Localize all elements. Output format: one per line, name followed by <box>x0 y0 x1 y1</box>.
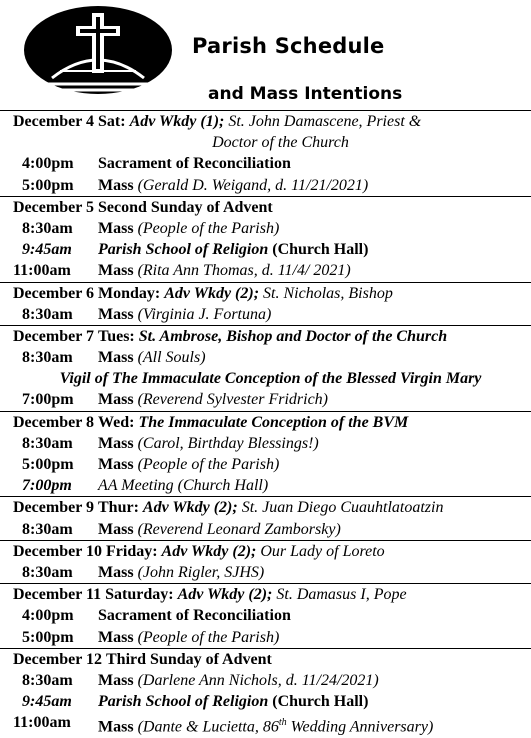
feast-saint: Our Lady of Loreto <box>260 542 385 560</box>
event-text <box>98 475 268 496</box>
day-label: Third Sunday of Advent <box>106 650 272 668</box>
day-label: Monday: <box>98 284 161 302</box>
feast-rank: St. Ambrose, Bishop and Doctor of the Church <box>138 327 448 345</box>
day-date: December 11 <box>13 586 102 604</box>
event-time: 7:00pm <box>22 477 72 495</box>
event-title: AA Meeting (Church Hall) <box>98 477 269 495</box>
event-row <box>0 475 531 496</box>
event-row <box>0 218 531 239</box>
event-text <box>98 389 328 410</box>
day-label: Sat: <box>98 113 126 130</box>
event-text <box>98 605 291 626</box>
day-date: December 10 <box>13 542 102 560</box>
event-title: Mass <box>98 176 134 194</box>
day-block <box>0 325 531 411</box>
event-text <box>98 218 279 239</box>
event-intention-end: Wedding Anniversary) <box>286 718 434 736</box>
event-row <box>0 433 531 454</box>
day-block <box>0 110 531 196</box>
event-row <box>0 260 531 281</box>
event-superscript: th <box>278 717 287 729</box>
event-text <box>98 260 351 281</box>
event-time: 8:30am <box>22 434 73 452</box>
event-intention: (Reverend Sylvester Fridrich) <box>137 391 328 409</box>
event-title: Mass <box>98 305 134 323</box>
feast-rank: Adv Wkdy (2); <box>142 499 238 517</box>
event-intention: (People of the Parish) <box>137 219 280 237</box>
event-row <box>0 519 531 540</box>
day-header <box>0 649 531 670</box>
event-title: Mass <box>98 520 134 538</box>
event-row <box>0 389 531 410</box>
event-time: 9:45am <box>22 693 72 711</box>
day-header <box>0 584 531 605</box>
event-row <box>0 454 531 475</box>
event-text <box>98 347 206 368</box>
feast-rank: The Immaculate Conception of the BVM <box>138 413 409 431</box>
event-row <box>0 239 531 260</box>
event-title: Mass <box>98 628 134 646</box>
day-date: December 5 <box>13 198 94 216</box>
event-title: Parish School of Religion <box>98 241 269 259</box>
event-text <box>98 153 291 174</box>
event-time: 8:30am <box>22 671 73 689</box>
event-time: 4:00pm <box>22 607 74 625</box>
day-header <box>0 111 531 132</box>
event-text <box>98 712 433 738</box>
event-time: 8:30am <box>22 349 73 367</box>
event-text <box>98 175 368 196</box>
event-intention: (People of the Parish) <box>137 628 280 646</box>
day-block <box>0 282 531 325</box>
day-block <box>0 196 531 282</box>
event-time: 11:00am <box>13 714 71 732</box>
event-row <box>0 562 531 583</box>
event-title: Sacrament of Reconciliation <box>98 155 291 173</box>
event-title: Parish School of Religion <box>98 693 269 711</box>
day-label: Second Sunday of Advent <box>98 198 273 216</box>
feast-saint: St. Damasus I, Pope <box>276 586 407 604</box>
event-title: Sacrament of Reconciliation <box>98 607 291 625</box>
day-date: December 8 <box>13 413 94 431</box>
event-title: Mass <box>98 219 134 237</box>
event-title: Mass <box>98 671 134 689</box>
page-subtitle: and Mass Intentions <box>208 84 403 104</box>
event-intention: (Rita Ann Thomas, d. 11/4/ 2021) <box>137 262 351 280</box>
day-block <box>0 648 531 734</box>
event-row <box>0 670 531 691</box>
event-text <box>98 691 368 712</box>
day-label: Friday: <box>106 542 158 560</box>
event-intention: (John Rigler, SJHS) <box>137 563 265 581</box>
day-header <box>0 283 531 304</box>
church-cross-logo <box>22 4 174 96</box>
event-location: (Church Hall) <box>272 693 369 711</box>
event-title: Mass <box>98 391 134 409</box>
day-label: Tues: <box>98 327 135 345</box>
vigil-title: Vigil of The Immaculate Conception of the Blessed Virgin Mary <box>59 370 482 388</box>
feast-rank: Adv Wkdy (2); <box>164 284 260 302</box>
event-row <box>0 347 531 368</box>
day-header <box>0 497 531 518</box>
event-time: 9:45am <box>22 241 72 259</box>
event-intention: (Virginia J. Fortuna) <box>137 305 272 323</box>
event-time: 4:00pm <box>22 155 74 173</box>
event-text <box>98 562 264 583</box>
event-time: 7:00pm <box>22 391 74 409</box>
feast-saint: St. Nicholas, Bishop <box>263 284 393 302</box>
event-time: 11:00am <box>13 262 71 280</box>
day-date: December 7 <box>13 327 94 345</box>
day-block <box>0 411 531 497</box>
feast-rank: Adv Wkdy (1); <box>129 113 225 130</box>
event-row <box>0 304 531 325</box>
event-row <box>0 605 531 626</box>
event-text <box>98 239 368 260</box>
event-row <box>0 627 531 648</box>
event-time: 5:00pm <box>22 456 74 473</box>
event-row <box>0 175 531 196</box>
feast-saint: St. John Damascene, Priest & <box>228 113 422 130</box>
page-title: Parish Schedule <box>192 34 385 58</box>
event-text <box>98 627 279 648</box>
day-header <box>0 326 531 347</box>
event-row <box>0 712 531 736</box>
event-title: Mass <box>98 262 134 280</box>
day-date: December 6 <box>13 284 94 302</box>
day-label: Wed: <box>98 413 135 431</box>
event-intention: (Darlene Ann Nichols, d. 11/24/2021) <box>137 671 379 689</box>
event-time: 5:00pm <box>22 176 74 194</box>
event-text <box>98 433 319 454</box>
day-block <box>0 540 531 583</box>
day-block <box>0 583 531 648</box>
event-time: 8:30am <box>22 520 73 538</box>
feast-rank: Adv Wkdy (2); <box>177 586 273 604</box>
event-text <box>98 670 379 691</box>
day-label: Saturday: <box>105 586 174 604</box>
day-block <box>0 496 531 539</box>
day-date: December 12 <box>13 650 102 668</box>
day-header <box>0 541 531 562</box>
event-intention: (Dante & Lucietta, 86 <box>137 718 279 736</box>
event-time: 5:00pm <box>22 628 74 646</box>
event-text <box>98 454 279 475</box>
event-title: Mass <box>98 718 134 736</box>
feast-rank: Adv Wkdy (2); <box>161 542 257 560</box>
day-header <box>0 197 531 218</box>
event-time: 8:30am <box>22 563 73 581</box>
event-title: Mass <box>98 456 134 473</box>
event-row <box>0 153 531 174</box>
day-label: Thur: <box>98 499 139 517</box>
event-location: (Church Hall) <box>272 241 369 259</box>
event-intention: (Gerald D. Weigand, d. 11/21/2021) <box>137 176 369 194</box>
feast-continuation: Doctor of the Church <box>212 134 349 152</box>
event-row <box>0 691 531 712</box>
event-time: 8:30am <box>22 305 73 323</box>
header <box>0 0 531 110</box>
event-time: 8:30am <box>22 219 73 237</box>
feast-saint: St. Juan Diego Cuauhtlatoatzin <box>241 499 444 517</box>
event-intention: (Carol, Birthday Blessings!) <box>137 434 319 452</box>
day-date: December 4 <box>13 113 94 130</box>
event-title: Mass <box>98 563 134 581</box>
day-header <box>0 412 531 433</box>
event-title: Mass <box>98 349 134 367</box>
day-date: December 9 <box>13 499 94 517</box>
event-intention: (All Souls) <box>137 349 206 367</box>
event-intention: (Reverend Leonard Zamborsky) <box>137 520 341 538</box>
schedule-list <box>0 110 531 736</box>
event-text <box>98 304 271 325</box>
event-title: Mass <box>98 434 134 452</box>
event-intention: (People of the Parish) <box>137 456 280 473</box>
event-text <box>98 519 341 540</box>
